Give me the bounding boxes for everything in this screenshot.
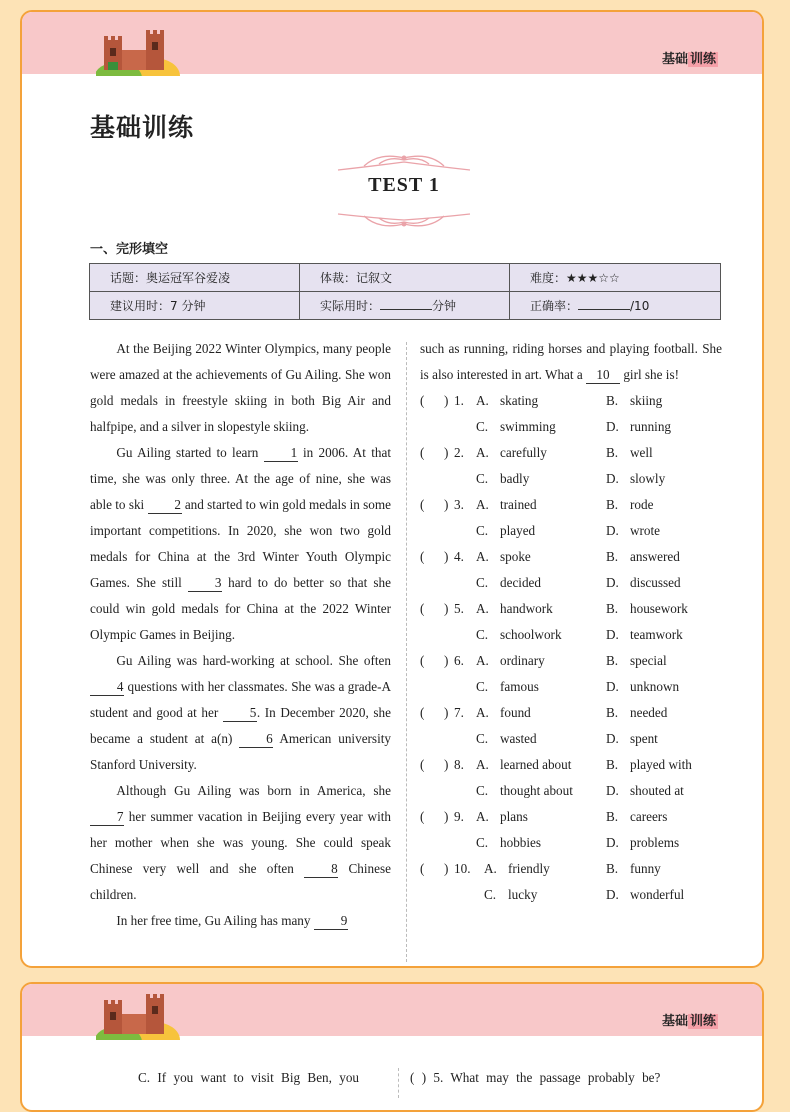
option-letter: C.: [476, 835, 489, 850]
option-letter: C.: [476, 471, 489, 486]
actual-time-cell: 实际用时： 分钟: [300, 292, 510, 320]
option-d: unknown: [630, 679, 680, 694]
question-number: 1.: [454, 393, 464, 408]
paragraph: Although Gu Ailing was born in America, she 7 her summer vacation in Beijing every year with her mother when she was young. She could speak Chinese very well and she often 8 Chinese children.: [90, 783, 391, 902]
option-letter: B.: [606, 809, 619, 824]
answer-close-paren: ): [444, 809, 449, 824]
option-letter: B.: [606, 497, 619, 512]
option-c: lucky: [508, 887, 538, 902]
option-c: badly: [500, 471, 530, 486]
answer-open-paren: (: [420, 549, 425, 564]
answer-close-paren: ): [444, 861, 449, 876]
option-letter: C.: [476, 783, 489, 798]
questions-column: [420, 336, 722, 908]
question-2: [420, 440, 722, 492]
page-title: 基础训练: [90, 113, 195, 142]
question-1: [420, 388, 722, 440]
option-b: played with: [630, 757, 692, 772]
page-1: [20, 10, 764, 968]
option-b: careers: [630, 809, 668, 824]
answer-close-paren: ): [444, 393, 449, 408]
question-fragment: ( ) 5. What may the passage probably be?: [410, 1070, 661, 1085]
topic-cell: 话题：奥运冠军谷爱凌: [90, 264, 300, 292]
option-b: special: [630, 653, 667, 668]
test-title: TEST 1: [368, 174, 440, 196]
option-letter: D.: [606, 419, 619, 434]
suggested-time-cell: 建议用时：7 分钟: [90, 292, 300, 320]
question-5: [420, 596, 722, 648]
option-c: played: [500, 523, 536, 538]
option-b: skiing: [630, 393, 663, 408]
option-b: funny: [630, 861, 661, 876]
option-letter: A.: [476, 601, 489, 616]
question-10: [420, 856, 722, 908]
column-divider: [406, 342, 407, 962]
page-header: [22, 984, 762, 1036]
option-letter: A.: [476, 445, 489, 460]
info-table: [89, 263, 721, 320]
option-letter: B.: [606, 445, 619, 460]
accuracy-cell: 正确率： /10: [510, 292, 721, 320]
option-letter: C.: [476, 575, 489, 590]
option-d: wrote: [630, 523, 661, 538]
option-b: answered: [630, 549, 680, 564]
answer-open-paren: (: [420, 601, 425, 616]
question-number: 3.: [454, 497, 464, 512]
option-c: decided: [500, 575, 542, 590]
answer-open-paren: (: [420, 653, 425, 668]
option-d: discussed: [630, 575, 681, 590]
option-letter: D.: [606, 627, 619, 642]
option-a: ordinary: [500, 653, 545, 668]
great-wall-icon: [96, 988, 180, 1040]
blank-5: 5: [223, 705, 257, 722]
blank-7: 7: [90, 809, 124, 826]
question-number: 2.: [454, 445, 464, 460]
option-a: handwork: [500, 601, 553, 616]
answer-open-paren: (: [420, 497, 425, 512]
question-number: 10.: [454, 861, 471, 876]
option-b: well: [630, 445, 653, 460]
answer-close-paren: ): [444, 497, 449, 512]
option-a: learned about: [500, 757, 572, 772]
option-letter: D.: [606, 523, 619, 538]
option-letter: A.: [476, 757, 489, 772]
answer-open-paren: (: [420, 705, 425, 720]
question-list: [420, 388, 722, 908]
option-c: hobbies: [500, 835, 542, 850]
option-c: famous: [500, 679, 539, 694]
option-c: swimming: [500, 419, 556, 434]
option-b: needed: [630, 705, 668, 720]
answer-open-paren: (: [420, 861, 425, 876]
answer-close-paren: ): [444, 549, 449, 564]
option-a: plans: [500, 809, 528, 824]
blank-3: 3: [188, 575, 222, 592]
question-4: [420, 544, 722, 596]
option-letter: B.: [606, 601, 619, 616]
option-letter: C.: [484, 887, 497, 902]
option-letter: A.: [476, 497, 489, 512]
question-number: 5.: [454, 601, 464, 616]
test-banner: [334, 148, 474, 232]
difficulty-stars: ★★★☆☆: [566, 271, 620, 285]
section-tag: 基础 训练: [661, 1014, 716, 1029]
question-6: [420, 648, 722, 700]
option-d: running: [630, 419, 672, 434]
option-letter: B.: [606, 653, 619, 668]
genre-cell: 体裁：记叙文: [300, 264, 510, 292]
answer-close-paren: ): [444, 757, 449, 772]
question-number: 8.: [454, 757, 464, 772]
option-letter: B.: [606, 757, 619, 772]
page-header: [22, 12, 762, 74]
option-letter: D.: [606, 887, 619, 902]
paragraph: In her free time, Gu Ailing has many 9: [116, 913, 348, 928]
blank-2: 2: [148, 497, 182, 514]
option-letter: D.: [606, 679, 619, 694]
option-letter: C.: [476, 731, 489, 746]
option-letter: A.: [484, 861, 497, 876]
great-wall-icon: [96, 24, 180, 76]
passage-continuation: such as running, riding horses and playing football. She is also interested in art. What a 10 girl she is!: [420, 341, 722, 382]
option-d: wonderful: [630, 887, 685, 902]
option-letter: A.: [476, 549, 489, 564]
blank-6: 6: [239, 731, 273, 748]
option-letter: B.: [606, 393, 619, 408]
difficulty-cell: 难度：★★★☆☆: [510, 264, 721, 292]
question-number: 7.: [454, 705, 464, 720]
answer-open-paren: (: [420, 809, 425, 824]
answer-close-paren: ): [444, 445, 449, 460]
option-d: shouted at: [630, 783, 684, 798]
option-letter: B.: [606, 549, 619, 564]
answer-close-paren: ): [444, 601, 449, 616]
option-fragment: C. If you want to visit Big Ben, you: [138, 1070, 360, 1085]
blank-10: 10: [586, 367, 620, 384]
option-letter: D.: [606, 783, 619, 798]
option-a: found: [500, 705, 531, 720]
blank-1: 1: [264, 445, 298, 462]
option-d: teamwork: [630, 627, 683, 642]
paragraph: Gu Ailing started to learn 1 in 2006. At that time, she was only three. At the age of nine, she was able to ski 2 and started to win gold medals in some important competitions. In 2020, she won two gold medals for China at the 3rd Winter Youth Olympic Games. She still 3 hard to do better so that she could win gold medals for China at the 2022 Winter Olympic Games in Beijing.: [90, 445, 392, 642]
answer-open-paren: (: [420, 757, 425, 772]
option-c: thought about: [500, 783, 573, 798]
question-7: [420, 700, 722, 752]
section-tag: 基础 训练: [661, 52, 716, 67]
blank-8: 8: [304, 861, 338, 878]
option-letter: D.: [606, 835, 619, 850]
question-number: 9.: [454, 809, 464, 824]
answer-open-paren: (: [420, 445, 425, 460]
cloze-passage: [90, 336, 391, 934]
option-a: spoke: [500, 549, 531, 564]
option-letter: A.: [476, 705, 489, 720]
option-letter: D.: [606, 575, 619, 590]
option-d: slowly: [630, 471, 666, 486]
question-3: [420, 492, 722, 544]
option-letter: A.: [476, 393, 489, 408]
section-heading: 一、完形填空: [90, 242, 169, 257]
option-letter: A.: [476, 809, 489, 824]
answer-close-paren: ): [444, 653, 449, 668]
question-9: [420, 804, 722, 856]
option-c: wasted: [500, 731, 537, 746]
page-2: [20, 982, 764, 1112]
option-a: friendly: [508, 861, 550, 876]
question-number: 4.: [454, 549, 464, 564]
option-letter: B.: [606, 861, 619, 876]
option-letter: D.: [606, 471, 619, 486]
option-a: carefully: [500, 445, 547, 460]
option-letter: C.: [476, 523, 489, 538]
option-d: spent: [630, 731, 658, 746]
option-a: trained: [500, 497, 537, 512]
answer-open-paren: (: [420, 393, 425, 408]
option-d: problems: [630, 835, 680, 850]
option-b: housework: [630, 601, 688, 616]
option-b: rode: [630, 497, 654, 512]
option-letter: A.: [476, 653, 489, 668]
option-letter: C.: [476, 627, 489, 642]
paragraph: Gu Ailing was hard-working at school. She often 4 questions with her classmates. She was a grade-A student and good at her 5. In December 2020, she became a student at a(n) 6 American university Stanford University.: [90, 653, 391, 772]
option-a: skating: [500, 393, 539, 408]
paragraph: At the Beijing 2022 Winter Olympics, many people were amazed at the achievements of Gu Ailing. She won gold medals in freestyle skiing in both Big Air and halfpipe, and a silver in slopestyle skiing.: [90, 341, 391, 434]
option-letter: D.: [606, 731, 619, 746]
option-letter: B.: [606, 705, 619, 720]
column-divider: [398, 1068, 399, 1098]
blank-4: 4: [90, 679, 124, 696]
option-letter: C.: [476, 419, 489, 434]
blank-9: 9: [314, 913, 348, 930]
question-8: [420, 752, 722, 804]
option-letter: C.: [476, 679, 489, 694]
question-number: 6.: [454, 653, 464, 668]
option-c: schoolwork: [500, 627, 562, 642]
answer-close-paren: ): [444, 705, 449, 720]
